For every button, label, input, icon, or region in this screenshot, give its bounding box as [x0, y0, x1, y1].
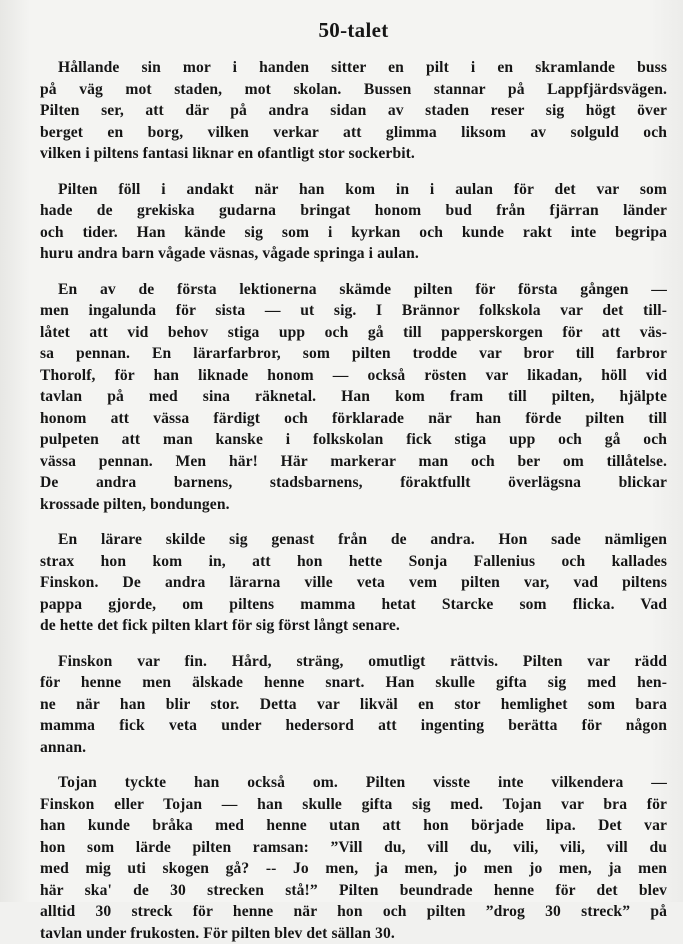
text-line: De andra barnens, stadsbarnens, föraktfullt överlägsna blickar [40, 472, 667, 494]
text-line: Tojan tyckte han också om. Pilten visste inte vilkendera — [40, 772, 667, 794]
text-line: Pilten ser, att där på andra sidan av staden reser sig högt över [40, 100, 667, 122]
text-line: tavlan under frukosten. För pilten blev det sällan 30. [40, 923, 667, 944]
text-line: sa pennan. En lärarfarbror, som pilten trodde var bror till farbror [40, 343, 667, 365]
text-line: hon som lärde pilten ramsan: ”Vill du, vill du, vili, vili, vill du [40, 837, 667, 859]
paragraph [40, 279, 667, 516]
text-line: berget en borg, vilken verkar att glimma liksom av solguld och [40, 122, 667, 144]
text-line: hade de grekiska gudarna bringat honom bud från fjärran länder [40, 200, 667, 222]
text-line: de hette det fick pilten klart för sig först långt senare. [40, 615, 667, 637]
text-line: tavlan på med sina räknetal. Han kom fram till pilten, hjälpte [40, 386, 667, 408]
text-line: huru andra barn vågade väsnas, vågade springa i aulan. [40, 243, 667, 265]
text-line: Thorolf, för han liknade honom — också rösten var likadan, höll vid [40, 365, 667, 387]
text-line: pulpeten att man kanske i folkskolan fick stiga upp och gå och [40, 429, 667, 451]
paragraph [40, 651, 667, 759]
text-line: för henne men älskade henne snart. Han skulle gifta sig med hen- [40, 672, 667, 694]
text-line: En av de första lektionerna skämde pilten för första gången — [40, 279, 667, 301]
text-line: men ingalunda för sista — ut sig. I Brännor folkskola var det till- [40, 300, 667, 322]
text-line: på väg mot staden, mot skolan. Bussen stannar på Lappfjärdsvägen. [40, 79, 667, 101]
text-line: alltid 30 streck för henne när hon och pilten ”drog 30 streck” på [40, 901, 667, 923]
paragraph [40, 529, 667, 637]
text-line: Hållande sin mor i handen sitter en pilt i en skramlande buss [40, 57, 667, 79]
text-line: ne när han blir stor. Detta var likväl en stor hemlighet som bara [40, 694, 667, 716]
text-line: vässa pennan. Men här! Här markerar man och ber om tillåtelse. [40, 451, 667, 473]
text-line: honom att vässa färdigt och förklarade när han förde pilten till [40, 408, 667, 430]
text-line: Finskon eller Tojan — han skulle gifta sig med. Tojan var bra för [40, 794, 667, 816]
text-line: mamma fick veta under hedersord att ingenting berätta för någon [40, 715, 667, 737]
text-line: med mig uti skogen gå? -- Jo men, ja men, jo men jo men, ja men [40, 858, 667, 880]
text-line: och tider. Han kände sig som i kyrkan och kunde rakt inte begripa [40, 222, 667, 244]
paragraph [40, 57, 667, 165]
text-line: pappa gjorde, om piltens mamma hetat Starcke som flicka. Vad [40, 594, 667, 616]
body-text [40, 57, 667, 944]
text-line: Pilten föll i andakt när han kom in i aulan för det var som [40, 179, 667, 201]
text-line: vilken i piltens fantasi liknar en ofantligt stor sockerbit. [40, 143, 667, 165]
page-title: 50-talet [40, 18, 667, 43]
text-line: Finskon var fin. Hård, sträng, omutligt rättvis. Pilten var rädd [40, 651, 667, 673]
text-line: låtet att vid behov stiga upp och gå till papperskorgen för att väs- [40, 322, 667, 344]
text-line: han kunde bråka med henne utan att hon började lipa. Det var [40, 815, 667, 837]
text-line: Finskon. De andra lärarna ville veta vem pilten var, vad piltens [40, 572, 667, 594]
text-line: En lärare skilde sig genast från de andra. Hon sade nämligen [40, 529, 667, 551]
text-line: strax hon kom in, att hon hette Sonja Fallenius och kallades [40, 551, 667, 573]
text-line: krossade pilten, bondungen. [40, 494, 667, 516]
text-line: här ska' de 30 strecken stå!” Pilten beundrade henne för det blev [40, 880, 667, 902]
text-line: annan. [40, 737, 667, 759]
paragraph [40, 772, 667, 944]
paragraph [40, 179, 667, 265]
